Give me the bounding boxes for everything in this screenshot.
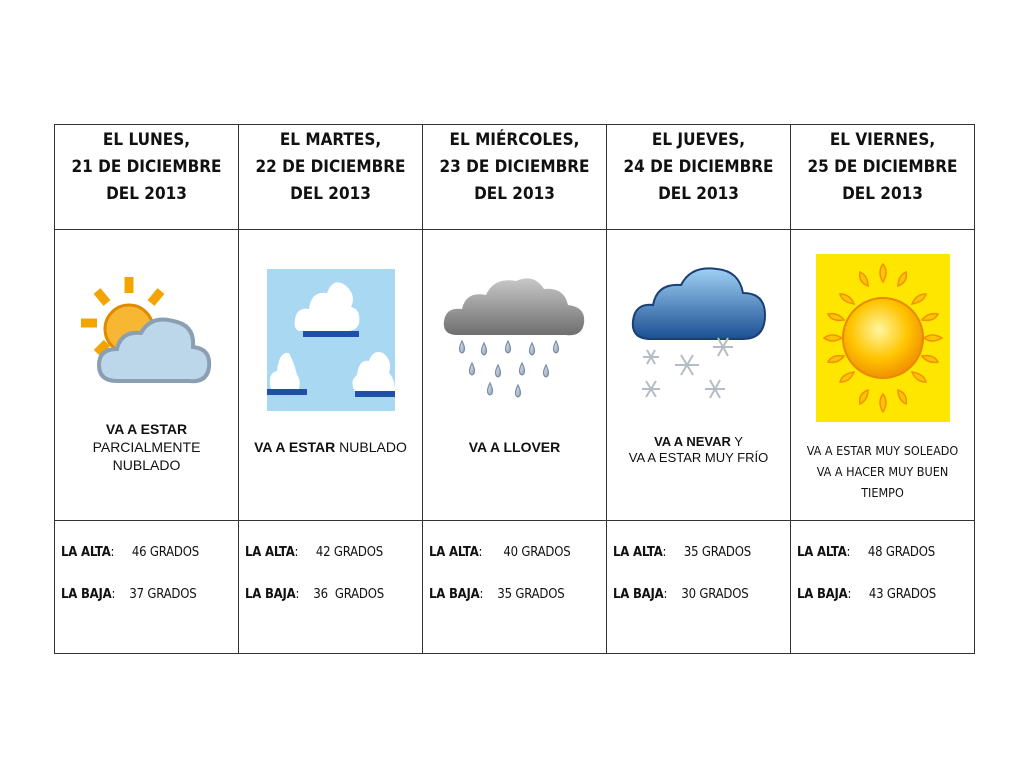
temp-cell-friday — [791, 521, 975, 654]
year-label: DEL 2013 — [842, 184, 923, 204]
weekday-label: EL VIERNES, — [829, 130, 936, 150]
weather-desc-bold: VA A NEVAR — [654, 434, 731, 449]
temp-cell-tuesday — [239, 521, 423, 654]
low-temp-line: LA BAJA: 30 GRADOS — [613, 587, 749, 602]
year-label: DEL 2013 — [474, 184, 555, 204]
weekday-label: EL MARTES, — [279, 130, 382, 150]
weather-forecast-table — [54, 124, 975, 654]
day-header-thursday — [607, 125, 791, 230]
date-label: 25 DE DICIEMBRE — [807, 157, 958, 177]
weather-desc-rest: NUBLADO — [339, 439, 407, 455]
day-header-tuesday — [239, 125, 423, 230]
low-temp-line: LA BAJA: 36 GRADOS — [245, 587, 384, 602]
snow-icon — [629, 263, 769, 408]
weather-desc-line2: VA A ESTAR MUY FRÍO — [628, 450, 769, 465]
date-label: 23 DE DICIEMBRE — [439, 157, 590, 177]
high-temp-line: LA ALTA: 48 GRADOS — [797, 545, 935, 560]
year-label: DEL 2013 — [658, 184, 739, 204]
weekday-label: EL MIÉRCOLES, — [449, 130, 580, 150]
weekday-label: EL LUNES, — [102, 130, 191, 150]
high-temp-line: LA ALTA: 46 GRADOS — [61, 545, 199, 560]
weather-cell-friday — [791, 230, 975, 521]
day-header-friday — [791, 125, 975, 230]
low-temp-line: LA BAJA: 37 GRADOS — [61, 587, 197, 602]
partly-cloudy-icon — [77, 271, 217, 401]
temperature-row — [55, 521, 975, 654]
weather-desc-rest: PARCIALMENTE NUBLADO — [92, 439, 201, 473]
temp-cell-thursday — [607, 521, 791, 654]
weather-desc-bold: VA A LLOVER — [468, 439, 561, 455]
temp-cell-monday — [55, 521, 239, 654]
date-label: 22 DE DICIEMBRE — [255, 157, 406, 177]
day-header-row — [55, 125, 975, 230]
high-temp-line: LA ALTA: 40 GRADOS — [429, 545, 571, 560]
sunny-icon — [816, 254, 950, 422]
weather-desc-bold: VA A ESTAR — [254, 439, 336, 455]
weather-desc-line3: TIEMPO — [861, 485, 904, 500]
weather-row — [55, 230, 975, 521]
day-header-monday — [55, 125, 239, 230]
weather-cell-tuesday — [239, 230, 423, 521]
rain-icon — [442, 271, 587, 401]
date-label: 21 DE DICIEMBRE — [71, 157, 222, 177]
low-temp-line: LA BAJA: 35 GRADOS — [429, 587, 565, 602]
weather-cell-monday — [55, 230, 239, 521]
date-label: 24 DE DICIEMBRE — [623, 157, 774, 177]
high-temp-line: LA ALTA: 42 GRADOS — [245, 545, 383, 560]
year-label: DEL 2013 — [106, 184, 187, 204]
cloudy-icon — [267, 269, 395, 411]
weather-desc-line1: VA A ESTAR MUY SOLEADO — [806, 443, 959, 458]
temp-cell-wednesday — [423, 521, 607, 654]
day-header-wednesday — [423, 125, 607, 230]
weather-desc-rest: Y — [734, 434, 743, 449]
high-temp-line: LA ALTA: 35 GRADOS — [613, 545, 751, 560]
low-temp-line: LA BAJA: 43 GRADOS — [797, 587, 936, 602]
year-label: DEL 2013 — [290, 184, 371, 204]
weather-desc-line2: VA A HACER MUY BUEN — [816, 464, 949, 479]
weather-cell-wednesday — [423, 230, 607, 521]
weekday-label: EL JUEVES, — [651, 130, 746, 150]
weather-desc-bold: VA A ESTAR — [105, 421, 188, 437]
weather-cell-thursday — [607, 230, 791, 521]
